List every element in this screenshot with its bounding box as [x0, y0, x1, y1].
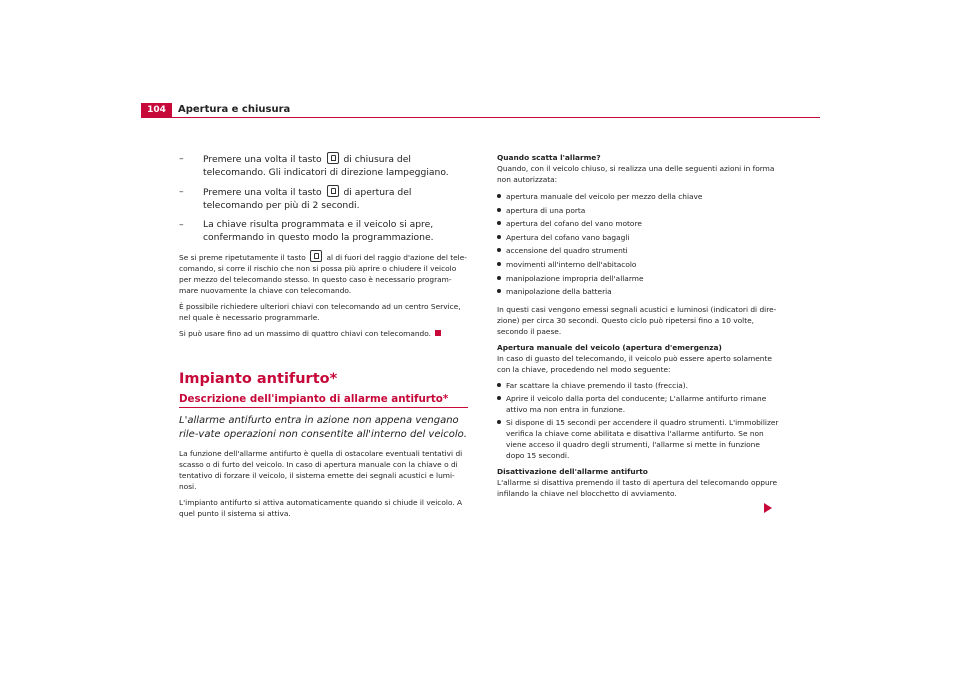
alarm-outro: In questi casi vengono emessi segnali acustici e luminosi (indicatori di dire-zione) per circa 30 secondi. Questo ciclo può ripetersi fino a 10 volte, secondo il paese.	[497, 304, 777, 336]
section-title: Impianto antifurto*	[179, 371, 338, 387]
unlock-key-icon	[327, 185, 339, 197]
list-item: Aprire il veicolo dalla porta del conducente; L'allarme antifurto rimane attivo ma non entra in funzione.	[497, 393, 780, 415]
note-extra-keys: È possibile richiedere ulteriori chiavi con telecomando ad un centro Service, nel quale è necessario programmarle.	[179, 302, 461, 322]
intro-text: L'allarme antifurto entra in azione non appena vengano rile-vate operazioni non consentite all'interno del veicolo.	[179, 415, 467, 440]
note-max-keys: Si può usare fino ad un massimo di quattro chiavi con telecomando.	[179, 328, 468, 339]
heading-alarm-trigger: Quando scatta l'allarme?	[497, 153, 601, 162]
heading-manual-opening: Apertura manuale del veicolo (apertura d'emergenza)	[497, 342, 722, 352]
list-item: apertura di una porta	[497, 204, 780, 218]
list-item: movimenti all'interno dell'abitacolo	[497, 258, 780, 272]
heading-deactivation: Disattivazione dell'allarme antifurto	[497, 466, 648, 476]
list-item: Si dispone di 15 secondi per accendere il quadro strumenti. L'immobilizer verifica la chiave come abilitata e disattiva l'allarme antifurto. Se non viene acceso il quadro degli strumenti, l'allarme si mette in funzione dopo 15 secondi.	[497, 417, 780, 461]
step-1: – Premere una volta il tasto di chiusura del telecomando. Gli indicatori di direzione lampeggiano.	[179, 153, 449, 178]
list-item: manipolazione impropria dell'allarme	[497, 272, 780, 286]
note-range: Se si preme ripetutamente il tasto al di fuori del raggio d'azione del tele-comando, si corre il rischio che non si possa più aprire o chiudere il veicolo per mezzo del telecomando stesso. In questo caso è necessario program-mare nuovamente la chiave con telecomando.	[179, 250, 468, 296]
header-rule	[141, 117, 820, 118]
alarm-trigger-list	[497, 190, 780, 299]
subsection-header	[179, 393, 468, 408]
unlock-key-icon	[310, 250, 322, 262]
left-column	[179, 152, 468, 524]
end-of-section-icon	[435, 330, 441, 336]
deactivation-text: L'allarme si disattiva premendo il tasto di apertura del telecomando oppure infilando la chiave nel blocchetto di avviamento.	[497, 477, 778, 498]
lock-key-icon	[327, 152, 339, 164]
list-item: manipolazione della batteria	[497, 285, 780, 299]
list-item: accensione del quadro strumenti	[497, 244, 780, 258]
page-header	[141, 103, 820, 118]
paragraph-function: La funzione dell'allarme antifurto è quella di ostacolare eventuali tentativi di scasso o di furto del veicolo. In caso di apertura manuale con la chiave o di tentativo di forzare il veicolo, il sistema emette dei segnali acustici e lumi-nosi.	[179, 449, 463, 491]
page-number: 104	[141, 103, 172, 118]
list-item: apertura manuale del veicolo per mezzo della chiave	[497, 190, 780, 204]
list-item: Far scattare la chiave premendo il tasto (freccia).	[497, 380, 780, 391]
subsection-title: Descrizione dell'impianto di allarme antifurto*	[179, 393, 449, 405]
continue-arrow-icon	[764, 503, 772, 513]
right-column	[497, 152, 780, 504]
chapter-title: Apertura e chiusura	[178, 104, 291, 115]
list-item: apertura del cofano del vano motore	[497, 217, 780, 231]
alarm-intro: Quando, con il veicolo chiuso, si realizza una delle seguenti azioni in forma non autorizzata:	[497, 164, 775, 184]
step-2: – Premere una volta il tasto di apertura del telecomando per più di 2 secondi.	[179, 186, 412, 211]
paragraph-activation: L'impianto antifurto si attiva automaticamente quando si chiude il veicolo. A quel punto il sistema si attiva.	[179, 498, 463, 518]
list-item: Apertura del cofano vano bagagli	[497, 231, 780, 245]
manual-intro: In caso di guasto del telecomando, il veicolo può essere aperto solamente con la chiave, procedendo nel modo seguente:	[497, 353, 772, 374]
manual-steps-list	[497, 380, 780, 461]
step-3: – La chiave risulta programmata e il veicolo si apre, confermando in questo modo la programmazione.	[179, 219, 434, 243]
